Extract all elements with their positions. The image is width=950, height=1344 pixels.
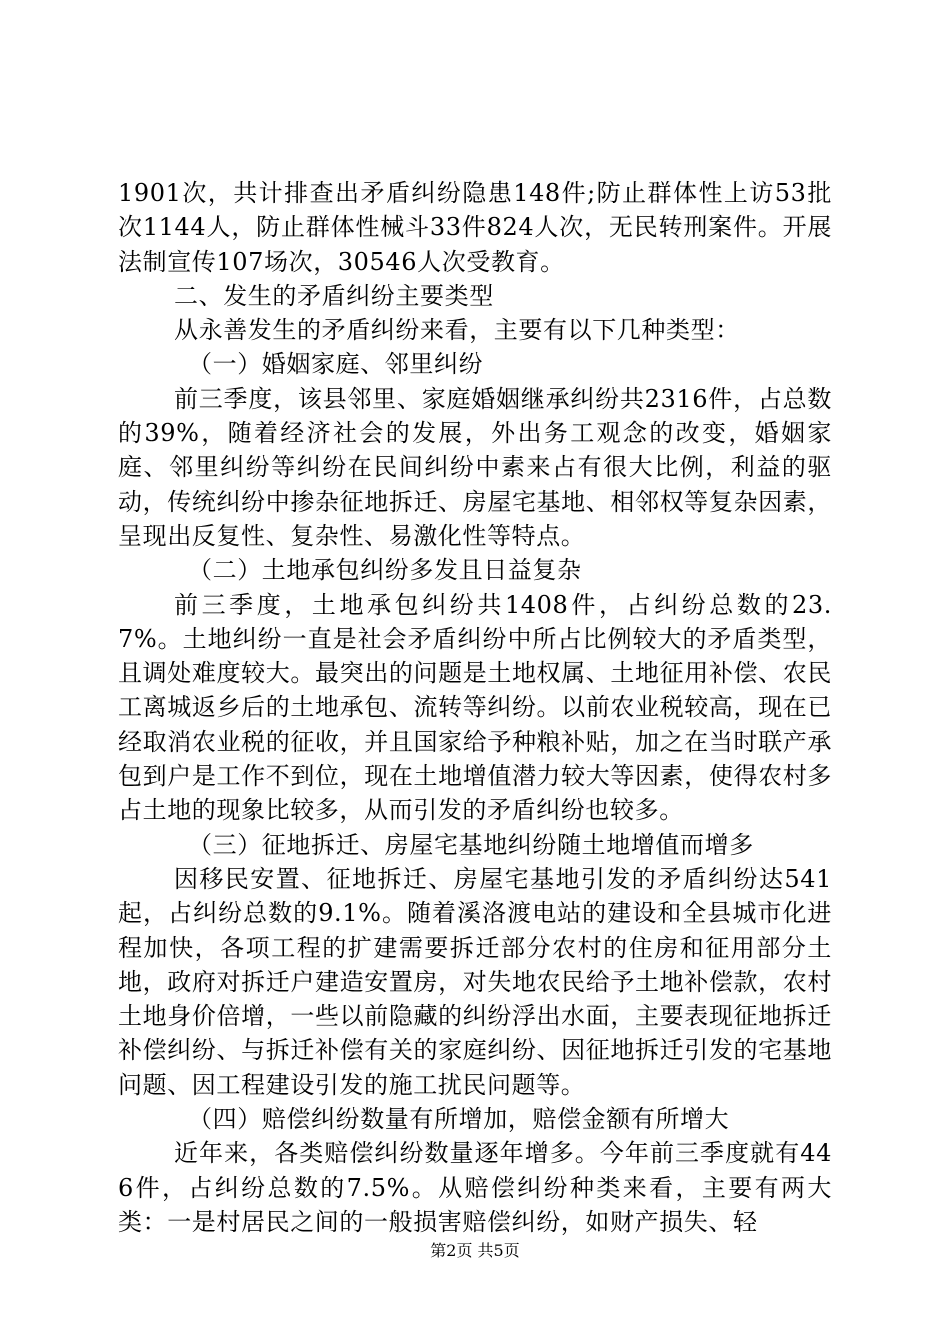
page-footer: 第2页 共5页 — [430, 1241, 520, 1260]
paragraph-intro: 从永善发生的矛盾纠纷来看，主要有以下几种类型： — [174, 316, 740, 345]
paragraph-compensation: 近年来，各类赔偿纠纷数量逐年增多。今年前三季度就有446件，占纠纷总数的7.5%。从赔偿纠纷种类来看，主要有两大类：一是村居民之间的一般损害赔偿纠纷，如财产损失、轻 — [118, 1139, 832, 1236]
paragraph-demolition: 因移民安置、征地拆迁、房屋宅基地引发的矛盾纠纷达541起，占纠纷总数的9.1%。随着溪洛渡电站的建设和全县城市化进程加快，各项工程的扩建需要拆迁部分农村的住房和征用部分土地，政府对拆迁户建造安置房，对失地农民给予土地补偿款，农村土地身价倍增，一些以前隐藏的纠纷浮出水面，主要表现征地拆迁补偿纠纷、与拆迁补偿有关的家庭纠纷、因征地拆迁引发的宅基地问题、因工程建设引发的施工扰民问题等。 — [118, 864, 832, 1099]
section-heading-dispute-types: 二、发生的矛盾纠纷主要类型 — [174, 281, 494, 310]
subheading-land-contract: （二）土地承包纠纷多发且日益复杂 — [188, 556, 582, 585]
paragraph-marriage-family: 前三季度，该县邻里、家庭婚姻继承纠纷共2316件，占总数的39%，随着经济社会的发展，外出务工观念的改变，婚姻家庭、邻里纠纷等纠纷在民间纠纷中素来占有很大比例，利益的驱动，传统纠纷中掺杂征地拆迁、房屋宅基地、相邻权等复杂因素，呈现出反复性、复杂性、易激化性等特点。 — [118, 384, 832, 550]
paragraph-land-contract: 前三季度，土地承包纠纷共1408件，占纠纷总数的23.7%。土地纠纷一直是社会矛盾纠纷中所占比例较大的矛盾类型，且调处难度较大。最突出的问题是土地权属、土地征用补偿、农民工离城返乡后的土地承包、流转等纠纷。以前农业税较高，现在已经取消农业税的征收，并且国家给予种粮补贴，加之在当时联产承包到户是工作不到位，现在土地增值潜力较大等因素，使得农村多占土地的现象比较多，从而引发的矛盾纠纷也较多。 — [118, 590, 832, 825]
subheading-compensation: （四）赔偿纠纷数量有所增加，赔偿金额有所增大 — [188, 1105, 730, 1134]
subheading-marriage-family: （一）婚姻家庭、邻里纠纷 — [188, 350, 484, 379]
document-body — [118, 176, 832, 1239]
paragraph-statistics: 1901次，共计排查出矛盾纠纷隐患148件;防止群体性上访53批次1144人，防止群体性械斗33件824人次，无民转刑案件。开展法制宣传107场次，30546人次受教育。 — [118, 179, 832, 276]
subheading-demolition: （三）征地拆迁、房屋宅基地纠纷随土地增值而增多 — [188, 830, 754, 859]
